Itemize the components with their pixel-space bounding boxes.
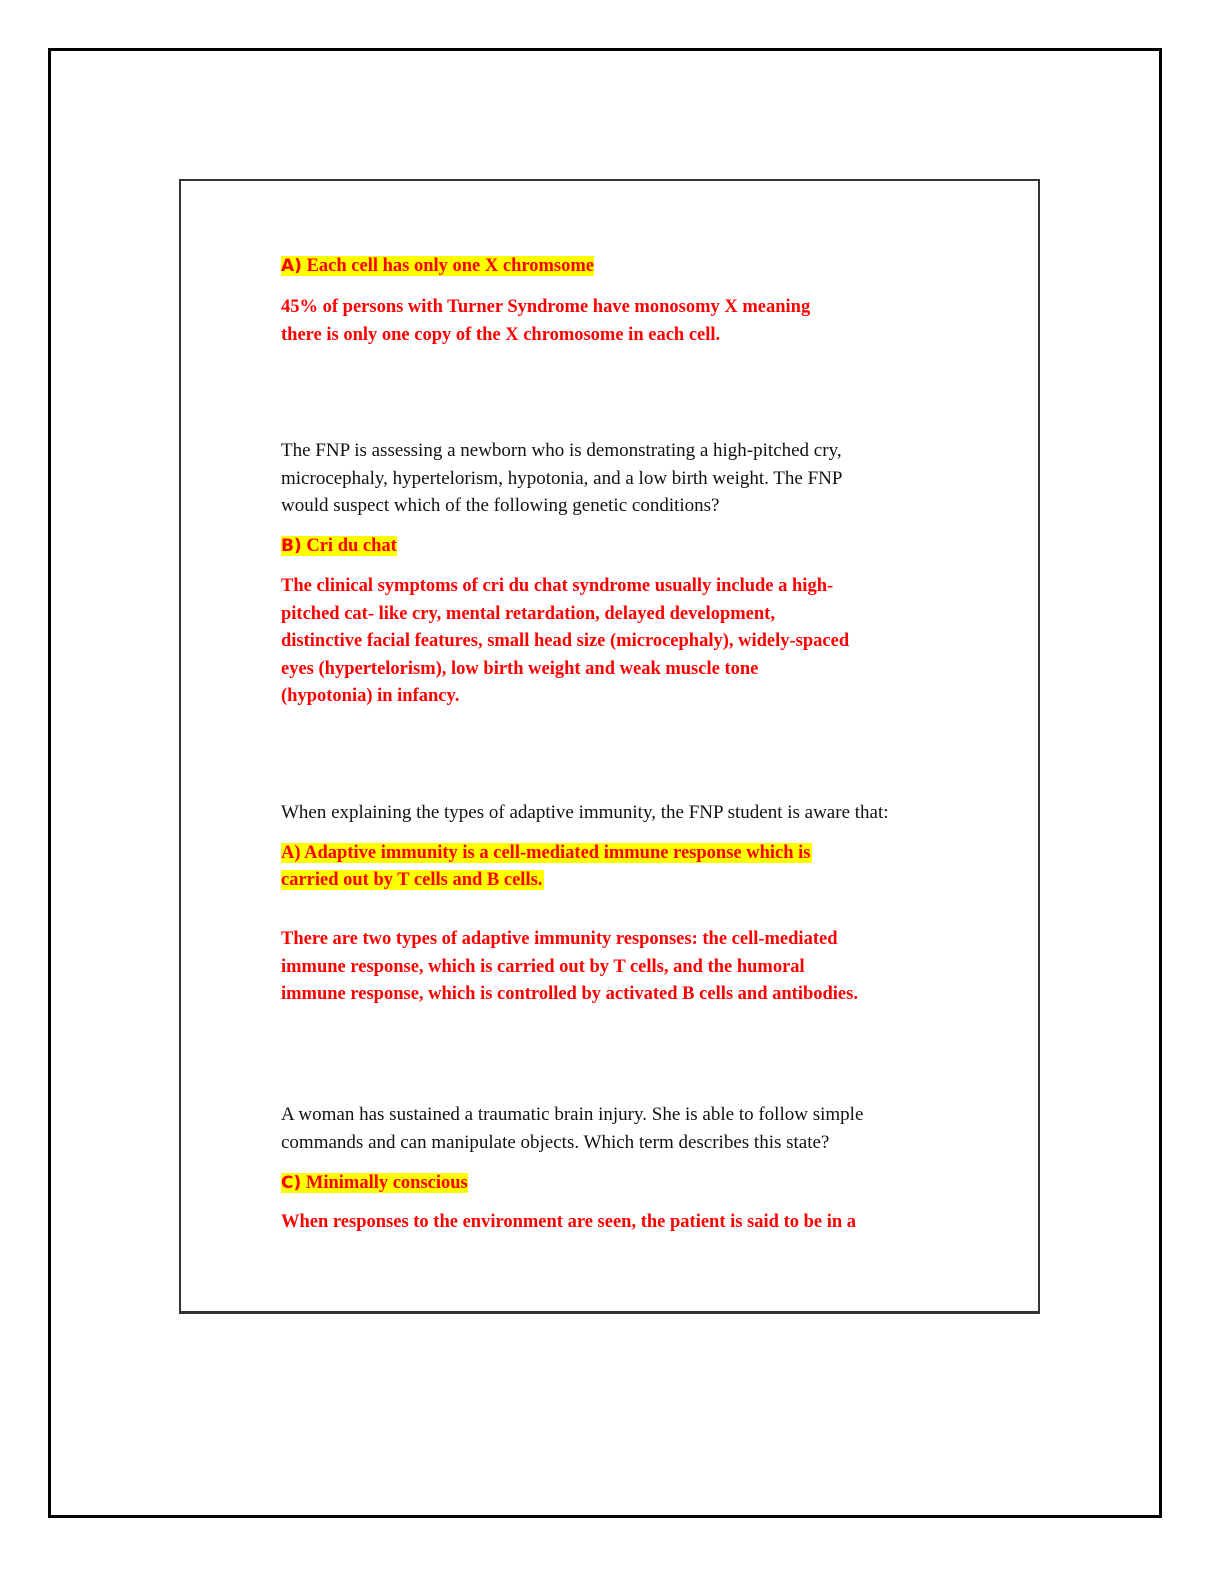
question-line: When explaining the types of adaptive immunity, the FNP student is aware that: <box>281 802 889 823</box>
question-line: A woman has sustained a traumatic brain injury. She is able to follow simple <box>281 1104 864 1125</box>
explanation-cri-du-chat <box>281 573 941 711</box>
explanation-line: eyes (hypertelorism), low birth weight and weak muscle tone <box>281 658 759 679</box>
question-adaptive-immunity <box>281 799 941 827</box>
answer-minimally-conscious <box>281 1170 468 1197</box>
explanation-line: The clinical symptoms of cri du chat syndrome usually include a high- <box>281 576 834 596</box>
answer-letter: A) <box>281 256 302 276</box>
explanation-line: distinctive facial features, small head size (microcephaly), widely-spaced <box>281 631 850 651</box>
question-brain-injury <box>281 1101 941 1156</box>
explanation-minimally-conscious <box>281 1209 941 1237</box>
answer-text: Minimally conscious <box>301 1173 468 1193</box>
question-line: The FNP is assessing a newborn who is demonstrating a high-pitched cry, <box>281 440 842 461</box>
answer-letter: B) <box>281 536 302 556</box>
explanation-line: pitched cat- like cry, mental retardation, delayed development, <box>281 603 775 624</box>
explanation-line: immune response, which is carried out by T cells, and the humoral <box>281 956 805 977</box>
answer-line: carried out by T cells and B cells. <box>281 870 543 890</box>
explanation-turner <box>281 294 941 349</box>
answer-text: Each cell has only one X chromsome <box>301 256 594 276</box>
explanation-line: (hypotonia) in infancy. <box>281 686 460 706</box>
explanation-adaptive-immunity <box>281 926 941 1009</box>
answer-line: A) Adaptive immunity is a cell-mediated immune response which is <box>281 843 811 863</box>
question-newborn <box>281 437 941 520</box>
question-line: commands and can manipulate objects. Which term describes this state? <box>281 1131 830 1153</box>
explanation-line: there is only one copy of the X chromosome in each cell. <box>281 324 721 345</box>
answer-text: Cri du chat <box>301 536 397 556</box>
answer-turner <box>281 253 594 280</box>
answer-letter: C) <box>281 1173 302 1193</box>
explanation-line: immune response, which is controlled by activated B cells and antibodies. <box>281 984 858 1004</box>
explanation-line: There are two types of adaptive immunity responses: the cell-mediated <box>281 929 838 949</box>
question-line: microcephaly, hypertelorism, hypotonia, and a low birth weight. The FNP <box>281 467 843 489</box>
answer-adaptive-immunity <box>281 840 812 894</box>
question-line: would suspect which of the following genetic conditions? <box>281 495 720 516</box>
explanation-line: 45% of persons with Turner Syndrome have monosomy X meaning <box>281 297 811 317</box>
answer-cri-du-chat <box>281 533 397 560</box>
explanation-line: When responses to the environment are seen, the patient is said to be in a <box>281 1212 857 1232</box>
